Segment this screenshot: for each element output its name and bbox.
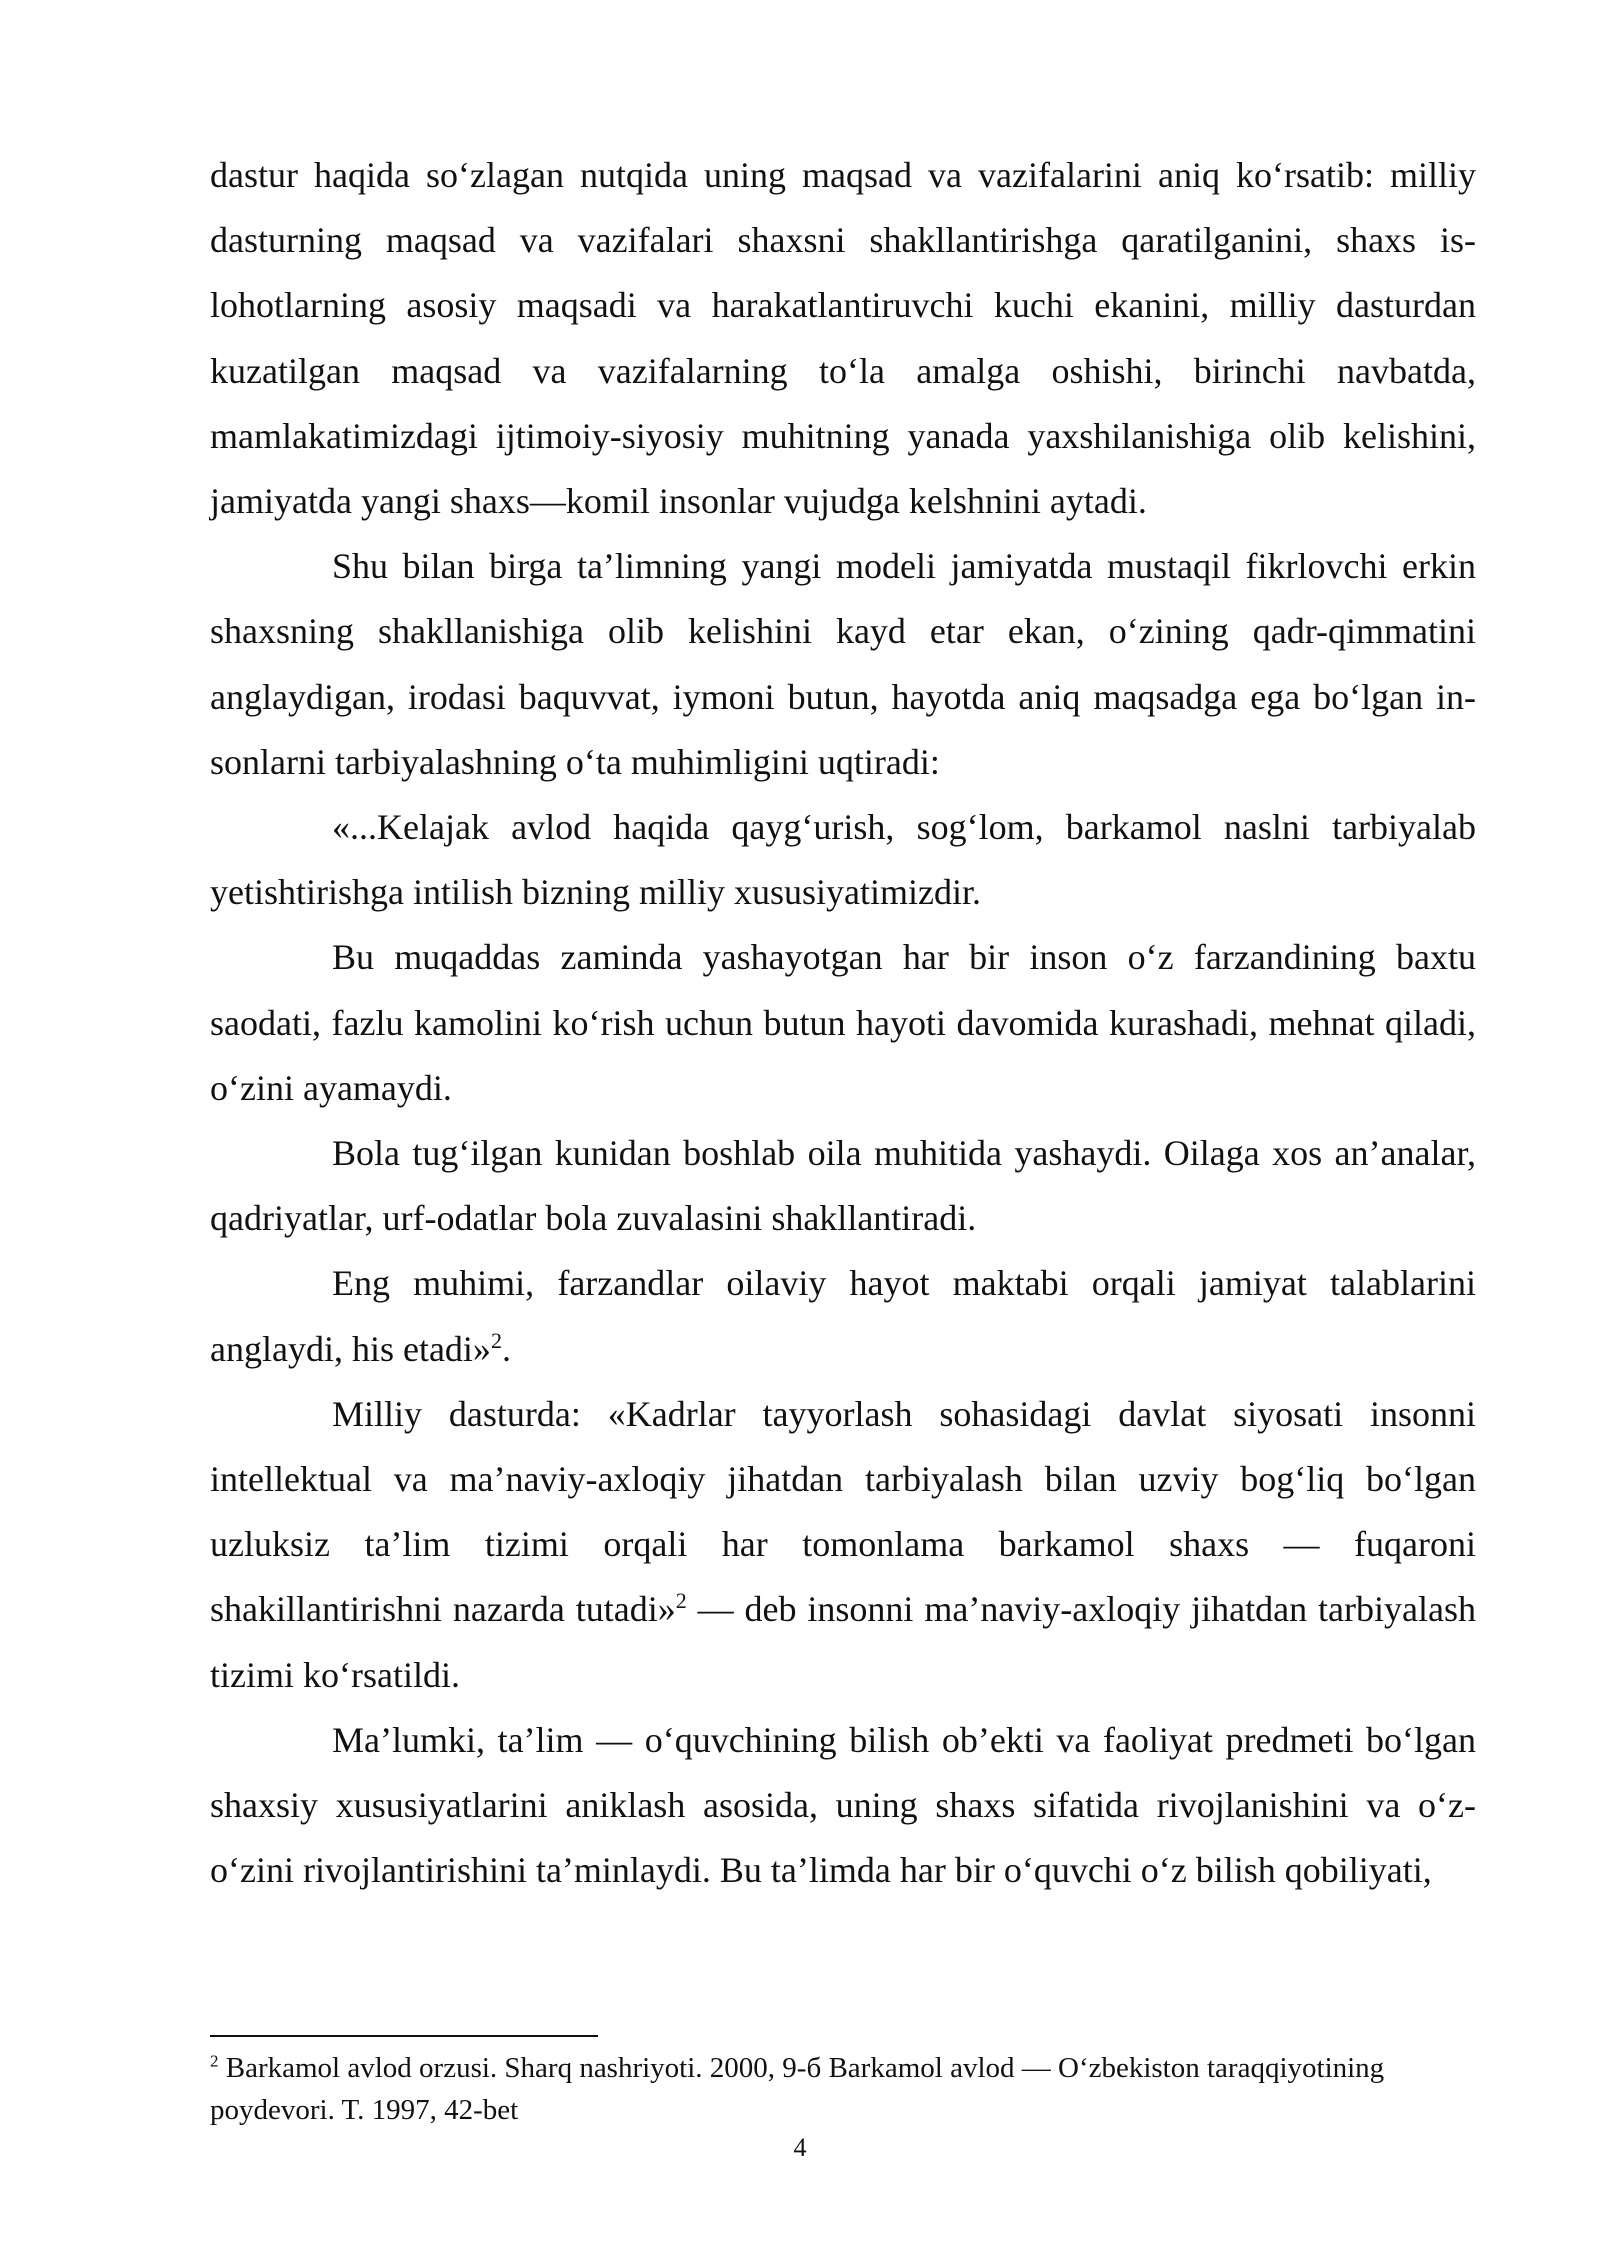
footnote-separator	[210, 2035, 598, 2037]
paragraph-text-after: — deb insonni ma’naviy-axloqiy jihatdan tarbiyalash tizimi ko‘rsatildi.	[210, 1589, 1476, 1695]
footnote-text: Barkamol avlod orzusi. Sharq nashriyoti. 2000, 9-б Barkamol avlod — O‘zbekiston taraqqiyotining poydevori. T. 1997, 42-bet	[210, 2052, 1385, 2126]
paragraph-text: Bola tug‘ilgan kunidan boshlab oila muhitida yashaydi. Oilaga xos an’analar, qadriyatlar, urf-odatlar bola zuvalasini shakllantiradi.	[210, 1133, 1476, 1239]
paragraph-1	[210, 143, 1476, 534]
paragraph-3-quote	[210, 795, 1476, 925]
paragraph-4	[210, 925, 1476, 1121]
paragraph-text: dastur haqida so‘zlagan nutqida uning maqsad va vazifalarini aniq ko‘rsatib: milliy dasturning maqsad va vazifalari shaxsni shakllantirishga qaratilganini, shaxs islohotlarning asosiy maqsadi va harakatlantiruvchi kuchi ekanini, milliy dasturdan kuzatilgan maqsad va vazifalarning to‘la amalga oshishi, birinchi navbatda, mamlakatimizdagi ijtimoiy-siyosiy muhitning yanada yaxshilanishiga olib kelishini, jamiyatda yangi shaxs—komil insonlar vujudga kelshnini aytadi.	[210, 155, 1476, 522]
page-number: 4	[793, 2133, 807, 2162]
footnote	[210, 2047, 1476, 2131]
body-text	[210, 143, 1476, 1903]
paragraph-text: Eng muhimi, farzandlar oilaviy hayot maktabi orqali jamiyat talablarini anglaydi, his etadi»	[210, 1263, 1476, 1369]
paragraph-text: Shu bilan birga ta’limning yangi modeli jamiyatda mustaqil fikrlovchi erkin shaxsning shakllanishiga olib kelishini kayd etar ekan, o‘zining qadr-qimmatini anglaydigan, irodasi baquvvat, iymoni butun, hayotda aniq maqsadga ega bo‘lgan insonlarni tarbiyalashning o‘ta muhimligini uqtiradi:	[210, 546, 1476, 782]
footnote-reference: 2	[675, 1588, 687, 1614]
paragraph-text-after: .	[501, 1328, 511, 1369]
paragraph-text: Milliy dasturda: «Kadrlar tayyorlash sohasidagi davlat siyosati insonni intellektual va ma’naviy-axloqiy jihatdan tarbiyalash bilan uzviy bog‘liq bo‘lgan uzluksiz ta’lim tizimi orqali har tomonlama barkamol shaxs — fuqaroni shakillantirishni nazarda tutadi»	[210, 1393, 1476, 1630]
footnote-reference: 2	[490, 1327, 502, 1353]
paragraph-6	[210, 1251, 1476, 1381]
paragraph-2	[210, 534, 1476, 795]
footnote-mark: 2	[210, 2051, 219, 2071]
paragraph-text: «...Kelajak avlod haqida qayg‘urish, sog‘lom, barkamol naslni tarbiyalab yetishtirishga intilish bizning milliy xususiyatimizdir.	[210, 807, 1476, 913]
paragraph-text: Ma’lumki, ta’lim — o‘quvchining bilish ob’ekti va faoliyat predmeti bo‘lgan shaxsiy xususiyatlarini aniklash asosida, uning shaxs sifatida rivojlanishini va o‘z-o‘zini rivojlantirishini ta’minlaydi. Bu ta’limda har bir o‘quvchi o‘z bilish qobiliyati,	[210, 1719, 1476, 1891]
paragraph-7	[210, 1382, 1476, 1708]
paragraph-8	[210, 1708, 1476, 1904]
paragraph-text: Bu muqaddas zaminda yashayotgan har bir inson o‘z farzandining baxtu saodati, fazlu kamolini ko‘rish uchun butun hayoti davomida kurashadi, mehnat qiladi, o‘zini ayamaydi.	[210, 937, 1476, 1108]
paragraph-5	[210, 1121, 1476, 1251]
